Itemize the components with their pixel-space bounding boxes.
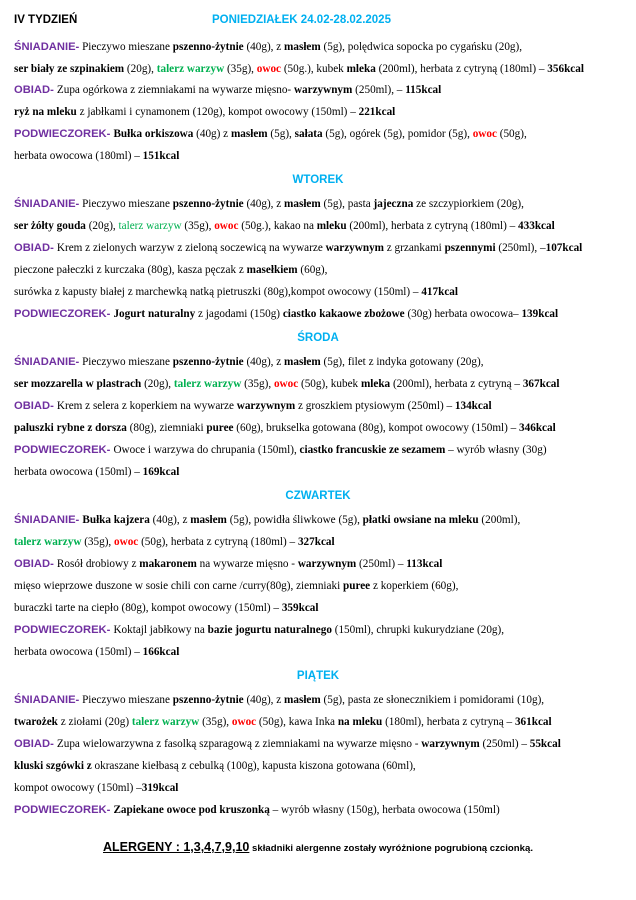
- mon-breakfast-line-1: ŚNIADANIE- Pieczywo mieszane pszenno-żytnie (40g), z masłem (5g), polędwica sopocka po cygańsku (20g),: [14, 41, 523, 53]
- day-heading-thursday: CZWARTEK: [285, 490, 351, 502]
- meal-label-breakfast: ŚNIADANIE: [14, 41, 76, 53]
- day-heading-tuesday: WTOREK: [292, 174, 344, 186]
- mon-lunch-line-2: ryż na mleku z jabłkami i cynamonem (120g), kompot owocowy (150ml) – 221kcal: [14, 106, 396, 118]
- thu-lunch-line-1: OBIAD- Rosół drobiowy z makaronem na wywarze mięsno - warzywnym (250ml) – 113kcal: [14, 558, 443, 570]
- thu-breakfast-line-2: talerz warzyw (35g), owoc (50g), herbata z cytryną (180ml) – 327kcal: [14, 536, 335, 548]
- header: [14, 14, 624, 36]
- fri-snack-line-1: PODWIECZOREK- Zapiekane owoce pod kruszonką – wyrób własny (150g), herbata owocowa (150ml): [14, 804, 500, 816]
- wed-lunch-line-2: paluszki rybne z dorsza (80g), ziemniaki puree (60g), brukselka gotowana (80g), kompot owocowy (150ml) – 346kcal: [14, 422, 556, 434]
- date-range: PONIEDZIAŁEK 24.02-28.02.2025: [212, 14, 391, 26]
- wed-snack-line-1: PODWIECZOREK- Owoce i warzywa do chrupania (150ml), ciastko francuskie ze sezamem – wyrób własny (30g): [14, 444, 547, 456]
- fri-lunch-line-1: OBIAD- Zupa wielowarzywna z fasolką szparagową z ziemniakami na wywarze mięsno - warzywnym (250ml) – 55kcal: [14, 738, 561, 750]
- day-heading-friday: PIĄTEK: [296, 670, 340, 682]
- fri-lunch-line-3: kompot owocowy (150ml) –319kcal: [14, 782, 179, 794]
- fri-breakfast-line-2: twarożek z ziołami (20g) talerz warzyw (35g), owoc (50g), kawa Inka na mleku (180ml), herbata z cytryną – 361kcal: [14, 716, 552, 728]
- tue-breakfast-line-2: ser żółty gouda (20g), talerz warzyw (35g), owoc (50g.), kakao na mleku (200ml), herbata z cytryną (180ml) – 433kcal: [14, 220, 555, 232]
- week-label: IV TYDZIEŃ: [14, 14, 78, 26]
- mon-lunch-line-1: OBIAD- Zupa ogórkowa z ziemniakami na wywarze mięsno- warzywnym (250ml), – 115kcal: [14, 84, 442, 96]
- tue-breakfast-line-1: ŚNIADANIE- Pieczywo mieszane pszenno-żytnie (40g), z masłem (5g), pasta jajeczna ze szczypiorkiem (20g),: [14, 198, 524, 210]
- allergens-note: składniki alergenne zostały wyróżnione pogrubioną czcionką.: [249, 843, 533, 854]
- tue-lunch-line-2: pieczone pałeczki z kurczaka (80g), kasza pęczak z masełkiem (60g),: [14, 264, 328, 276]
- thu-lunch-line-3: buraczki tarte na ciepło (80g), kompot owocowy (150ml) – 359kcal: [14, 602, 319, 614]
- meal-label-lunch: OBIAD: [14, 84, 51, 96]
- fri-breakfast-line-1: ŚNIADANIE- Pieczywo mieszane pszenno-żytnie (40g), z masłem (5g), pasta ze słonecznikiem i pomidorami (10g),: [14, 694, 545, 706]
- day-heading-wednesday: ŚRODA: [297, 332, 339, 344]
- wed-breakfast-line-1: ŚNIADANIE- Pieczywo mieszane pszenno-żytnie (40g), z masłem (5g), filet z indyka gotowany (20g),: [14, 356, 484, 368]
- thu-snack-line-2: herbata owocowa (150ml) – 166kcal: [14, 646, 180, 658]
- allergens-title: ALERGENY : 1,3,4,7,9,10: [103, 840, 250, 854]
- mon-snack-line-1: PODWIECZOREK- Bułka orkiszowa (40g) z masłem (5g), sałata (5g), ogórek (5g), pomidor (5g), owoc (50g),: [14, 128, 527, 140]
- tue-lunch-line-1: OBIAD- Krem z zielonych warzyw z zieloną soczewicą na wywarze warzywnym z grzankami pszennymi (250ml), –107kcal: [14, 242, 583, 254]
- allergens-footer: [0, 838, 636, 856]
- meal-label-snack: PODWIECZOREK: [14, 128, 107, 140]
- mon-snack-line-2: herbata owocowa (180ml) – 151kcal: [14, 150, 180, 162]
- thu-breakfast-line-1: ŚNIADANIE- Bułka kajzera (40g), z masłem (5g), powidła śliwkowe (5g), płatki owsiane na mleku (200ml),: [14, 514, 521, 526]
- thu-lunch-line-2: mięso wieprzowe duszone w sosie chili con carne /curry(80g), ziemniaki puree z koperkiem (60g),: [14, 580, 459, 592]
- wed-breakfast-line-2: ser mozzarella w plastrach (20g), talerz warzyw (35g), owoc (50g), kubek mleka (200ml), herbata z cytryną – 367kcal: [14, 378, 560, 390]
- wed-snack-line-2: herbata owocowa (150ml) – 169kcal: [14, 466, 180, 478]
- tue-lunch-line-3: surówka z kapusty białej z marchewką natką pietruszki (80g),kompot owocowy (150ml) – 417kcal: [14, 286, 458, 298]
- fri-lunch-line-2: kluski szgówki z okraszane kiełbasą z cebulką (100g), kapusta kiszona gotowana (60ml),: [14, 760, 416, 772]
- thu-snack-line-1: PODWIECZOREK- Koktajl jabłkowy na bazie jogurtu naturalnego (150ml), chrupki kukurydziane (20g),: [14, 624, 505, 636]
- mon-breakfast-line-2: ser biały ze szpinakiem (20g), talerz warzyw (35g), owoc (50g.), kubek mleka (200ml), herbata z cytryną (180ml) – 356kcal: [14, 63, 584, 75]
- wed-lunch-line-1: OBIAD- Krem z selera z koperkiem na wywarze warzywnym z groszkiem ptysiowym (250ml) – 134kcal: [14, 400, 492, 412]
- tue-snack-line-1: PODWIECZOREK- Jogurt naturalny z jagodami (150g) ciastko kakaowe zbożowe (30g) herbata owocowa– 139kcal: [14, 308, 559, 320]
